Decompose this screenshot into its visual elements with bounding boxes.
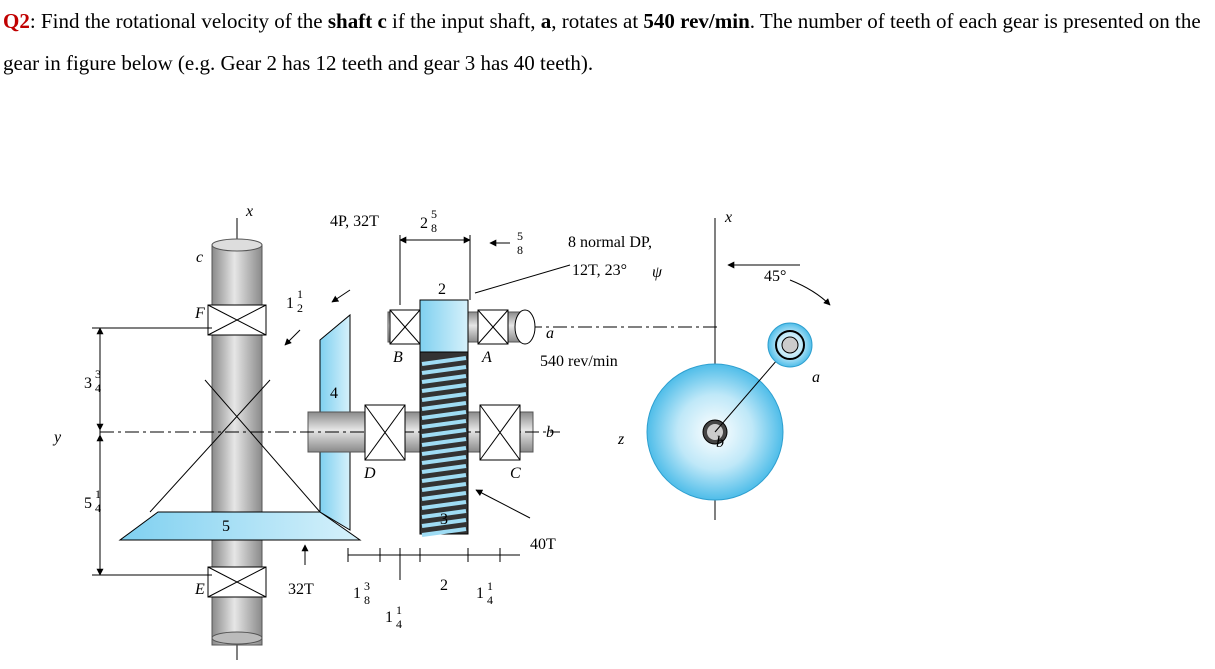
shaft-a-end <box>515 310 535 344</box>
label-x-left: x <box>246 203 254 220</box>
label-E: E <box>195 581 205 598</box>
label-shaft-c: c <box>196 249 204 266</box>
label-z: z <box>618 431 625 448</box>
dim-1-3-8-whole: 1 <box>353 585 361 602</box>
label-y: y <box>54 429 62 446</box>
label-4p-32t: 4P, 32T <box>330 213 379 230</box>
bearing-B <box>390 310 420 344</box>
dim-2-bottom: 2 <box>440 577 448 594</box>
label-F: F <box>195 305 205 322</box>
dim-3-3-4-whole: 3 <box>84 375 92 392</box>
dim-1-1-2-den: 2 <box>297 301 303 315</box>
dim-1-1-2-num: 1 <box>297 287 303 301</box>
dim-1-1-4-a-whole: 1 <box>385 609 393 626</box>
question-number: Q2 <box>3 9 30 33</box>
label-12t-23deg: 12T, 23° <box>572 262 627 279</box>
question-text-part: . The number of teeth of each gear is presented on the gear in figure below (e.g. Gear 2 has 12 teeth and gear 3 has 40 teeth). <box>3 9 1201 75</box>
dim-1-1-4-a-num: 1 <box>396 603 402 617</box>
dim-3-3-4-den: 4 <box>95 381 101 395</box>
question-shaft-c: shaft c <box>327 9 387 33</box>
question-text-part: , rotates at <box>551 9 644 33</box>
dim-1-3-8-den: 8 <box>364 593 370 607</box>
bearing-D <box>365 405 405 460</box>
label-B: B <box>393 349 403 366</box>
bearing-F <box>208 305 266 335</box>
label-psi: ψ <box>652 264 662 281</box>
label-a-end: a <box>812 369 820 386</box>
question-text <box>3 0 1213 84</box>
dim-1-1-4-b-den: 4 <box>487 593 493 607</box>
question-speed: 540 rev/min <box>643 9 750 33</box>
dim-2-5-8-den: 8 <box>431 221 437 235</box>
gear-4-label: 4 <box>330 385 338 402</box>
dim-2-5-8-whole: 2 <box>420 215 428 232</box>
bearing-C <box>480 405 520 460</box>
end-view <box>647 218 830 520</box>
dim-1-1-4-b-whole: 1 <box>476 585 484 602</box>
gear-2 <box>420 300 468 355</box>
dim-1-1-2-whole: 1 <box>286 295 294 312</box>
label-C: C <box>510 465 521 482</box>
label-b-end: b <box>716 434 724 451</box>
label-shaft-a: a <box>546 325 554 342</box>
label-normal-dp: 8 normal DP, <box>568 234 652 251</box>
label-40t: 40T <box>530 536 556 553</box>
gear-2-label: 2 <box>438 281 446 298</box>
dim-5-8-num: 5 <box>517 229 523 243</box>
dim-5-8-den: 8 <box>517 243 523 257</box>
label-shaft-b: b <box>546 424 554 441</box>
gear-5-label: 5 <box>222 518 230 535</box>
label-angle: 45° <box>764 268 787 285</box>
gear-3-label: 3 <box>440 511 448 528</box>
dim-1-1-4-a-den: 4 <box>396 617 402 631</box>
question-text-part: : Find the rotational velocity of the <box>29 9 328 33</box>
gear-3 <box>420 352 468 535</box>
gear-train-figure <box>0 160 1215 669</box>
dim-1-1-4-b-num: 1 <box>487 579 493 593</box>
question-text-part: if the input shaft, <box>386 9 541 33</box>
label-speed: 540 rev/min <box>540 353 618 370</box>
label-x-right: x <box>725 209 733 226</box>
label-D: D <box>364 465 376 482</box>
dim-5-1-4-den: 4 <box>95 501 101 515</box>
label-A: A <box>482 349 492 366</box>
question-shaft-a: a <box>540 9 552 33</box>
bearing-A <box>478 310 508 344</box>
dim-3-3-4-num: 3 <box>95 367 101 381</box>
dim-5-1-4-num: 1 <box>95 487 101 501</box>
dim-1-3-8-num: 3 <box>364 579 370 593</box>
dim-5-1-4-whole: 5 <box>84 495 92 512</box>
dim-2-5-8-num: 5 <box>431 207 437 221</box>
label-32t: 32T <box>288 581 314 598</box>
bearing-E <box>208 567 266 597</box>
